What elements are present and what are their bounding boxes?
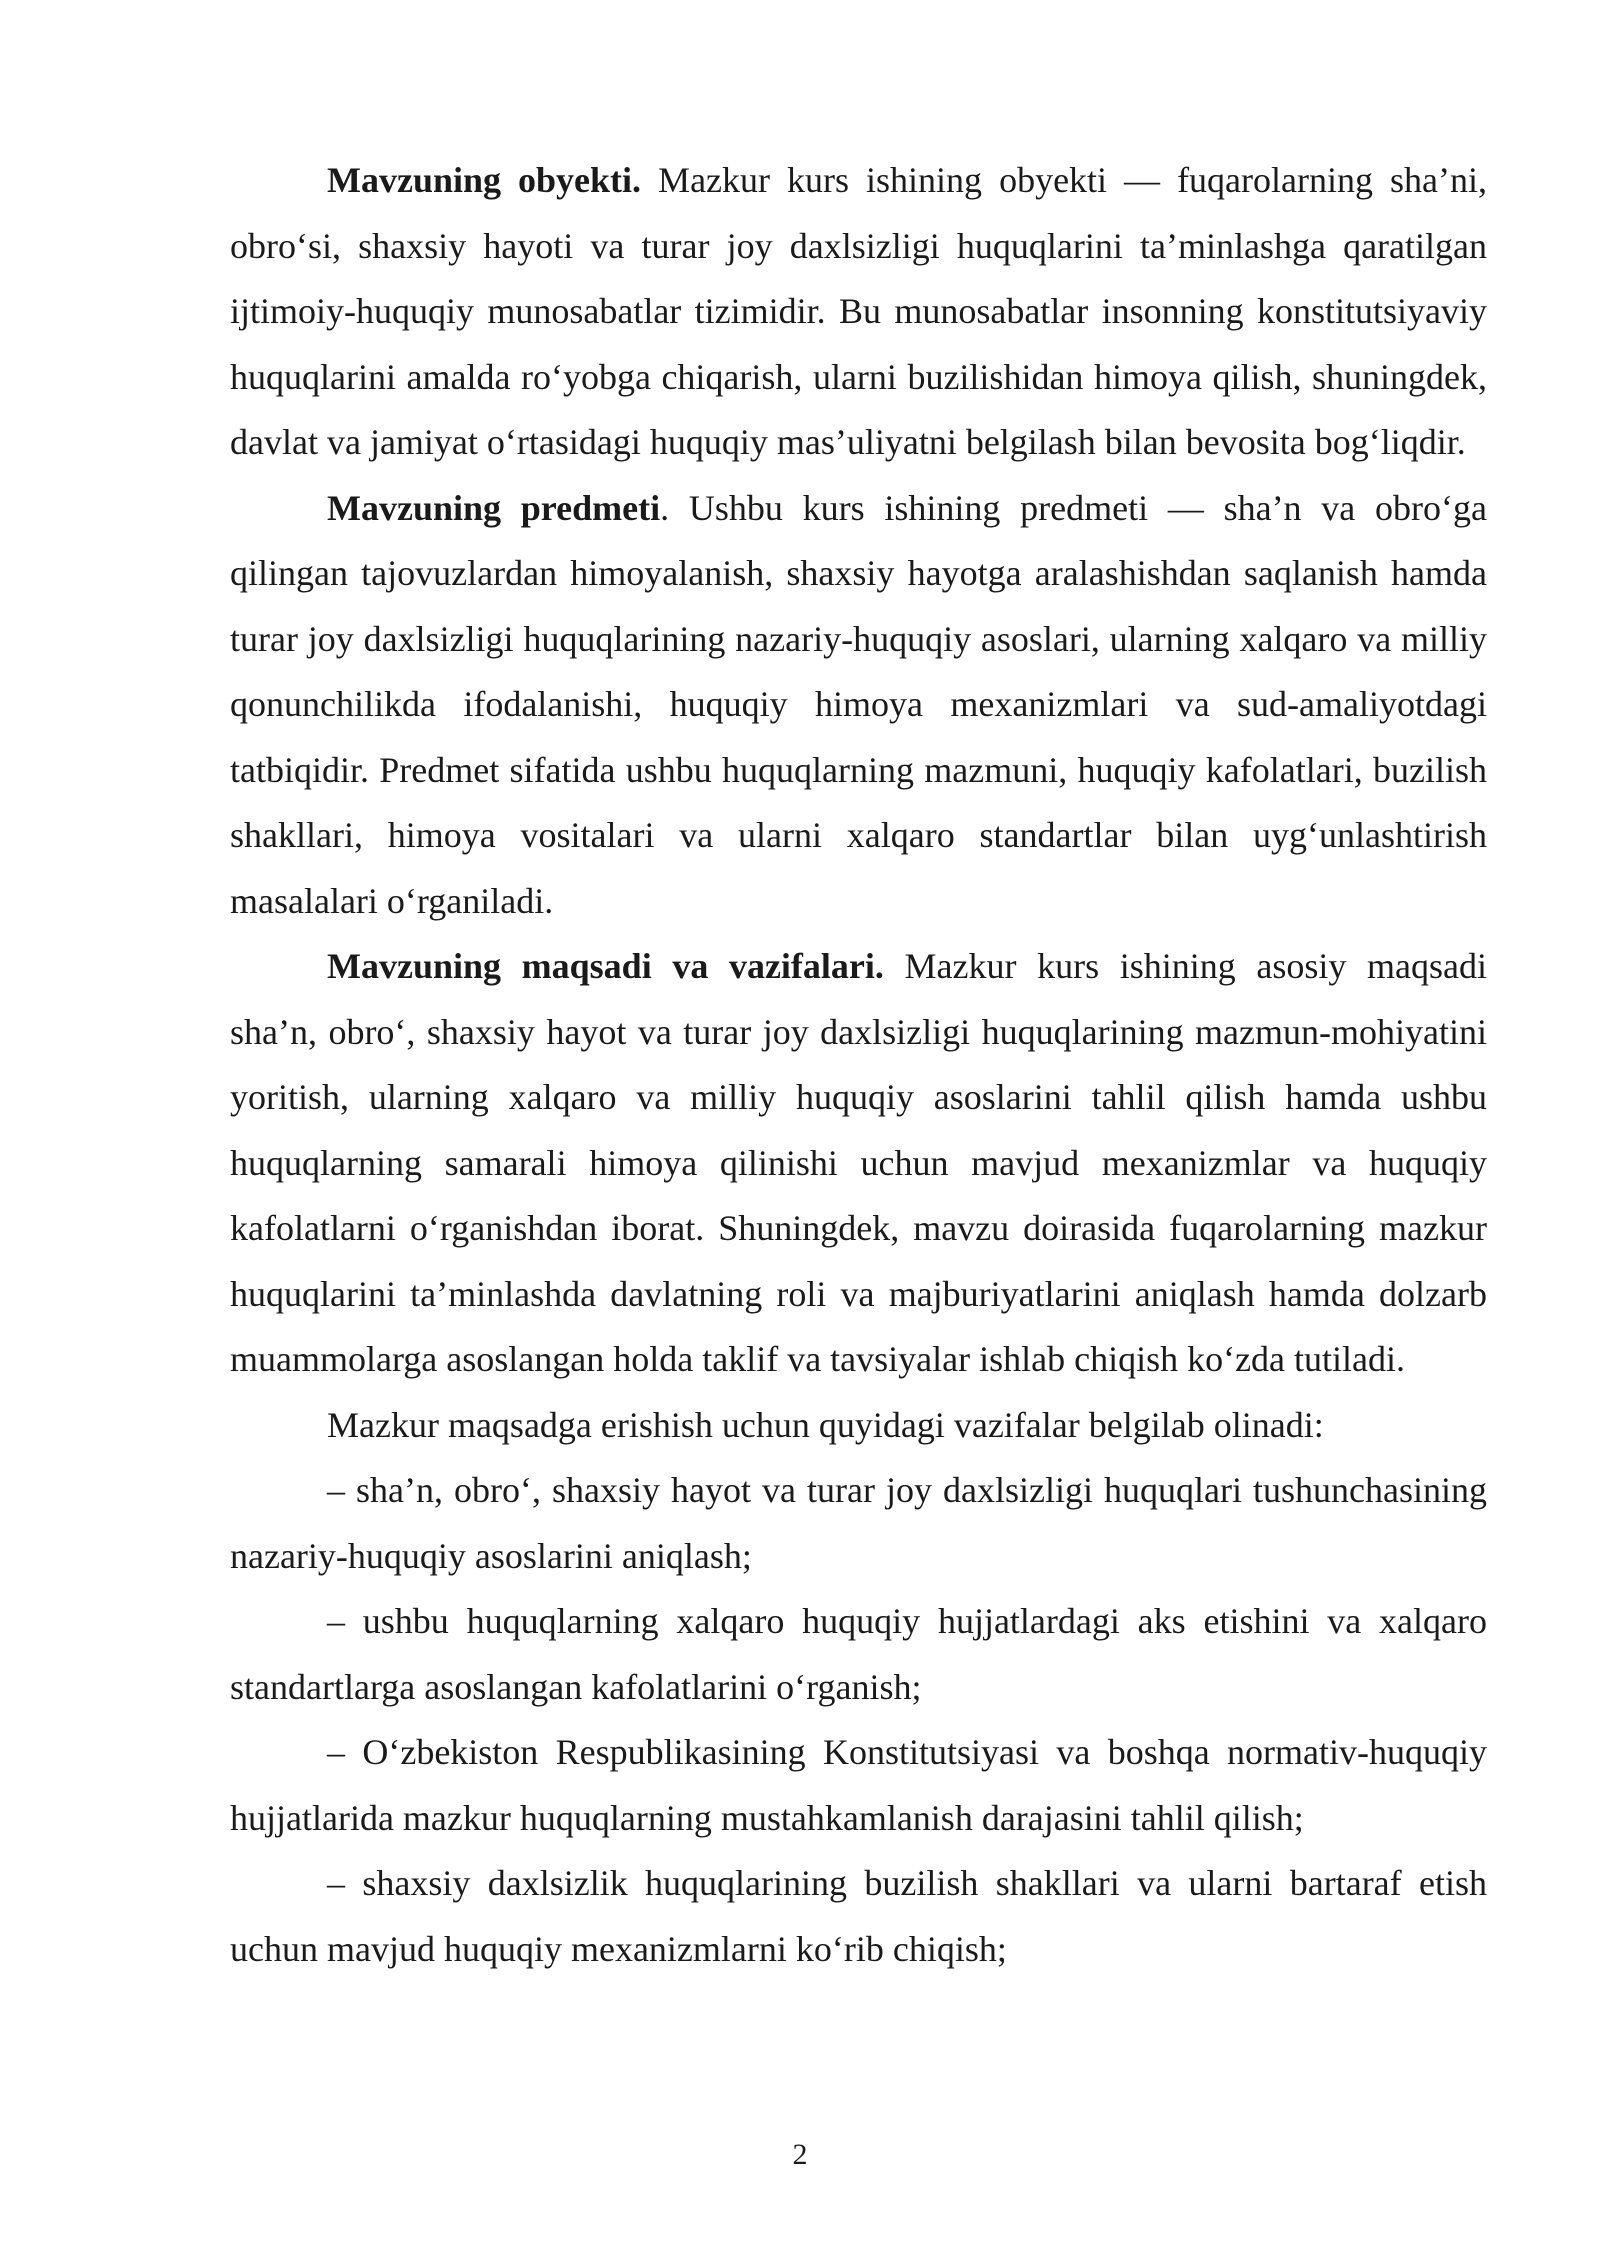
heading-subject: Mavzuning predmeti [327,487,661,528]
task-item: – sha’n, obro‘, shaxsiy hayot va turar joy daxlsizligi huquqlari tushunchasining nazariy-huquqiy asoslarini aniqlash; [230,1470,1487,1576]
task-item: – O‘zbekiston Respublikasining Konstitutsiyasi va boshqa normativ-huquqiy hujjatlarida mazkur huquqlarning mustahkamlanish darajasini tahlil qilish; [230,1732,1487,1838]
paragraph-object-text: Mazkur kurs ishining obyekti — fuqarolarning sha’ni, obro‘si, shaxsiy hayoti va turar joy daxlsizligi huquqlarini ta’minlashga qaratilgan ijtimoiy-huquqiy munosabatlar tizimidir. Bu munosabatlar insonning konstitutsiyaviy huquqlarini amalda ro‘yobga chiqarish, ularni buzilishidan himoya qilish, shuningdek, davlat va jamiyat o‘rtasidagi huquqiy mas’uliyatni belgilash bilan bevosita bog‘liqdir. [230,160,1487,462]
heading-goals: Mavzuning maqsadi va vazifalari. [327,946,884,986]
paragraph-object [230,148,1487,476]
paragraph-subject [230,476,1487,935]
document-body [230,148,1487,1982]
paragraph-goals-text: Mazkur kurs ishining asosiy maqsadi sha’n, obro‘, shaxsiy hayot va turar joy daxlsizligi huquqlarining mazmun-mohiyatini yoritish, ularning xalqaro va milliy huquqiy asoslarini tahlil qilish hamda ushbu huquqlarning samarali himoya qilinishi uchun mavjud mexanizmlar va huquqiy kafolatlarni o‘rganishdan iborat. Shuningdek, mavzu doirasida fuqarolarning mazkur huquqlarini ta’minlashda davlatning roli va majburiyatlarini aniqlash hamda dolzarb muammolarga asoslangan holda taklif va tavsiyalar ishlab chiqish ko‘zda tutiladi. [230,946,1487,1379]
tasks-intro: Mazkur maqsadga erishish uchun quyidagi vazifalar belgilab olinadi: [327,1404,1324,1445]
task-item: – ushbu huquqlarning xalqaro huquqiy hujjatlardagi aks etishini va xalqaro standartlarga asoslangan kafolatlarini o‘rganish; [230,1601,1487,1707]
task-item: – shaxsiy daxlsizlik huquqlarining buzilish shakllari va ularni bartaraf etish uchun mavjud huquqiy mexanizmlarni ko‘rib chiqish; [230,1863,1487,1969]
heading-object: Mavzuning obyekti. [327,160,642,200]
paragraph-subject-text: . Ushbu kurs ishining predmeti — sha’n va obro‘ga qilingan tajovuzlardan himoyalanish, shaxsiy hayotga aralashishdan saqlanish hamda turar joy daxlsizligi huquqlarining nazariy-huquqiy asoslari, ularning xalqaro va milliy qonunchilikda ifodalanishi, huquqiy himoya mexanizmlari va sud-amaliyotdagi tatbiqidir. Predmet sifatida ushbu huquqlarning mazmuni, huquqiy kafolatlari, buzilish shakllari, himoya vositalari va ularni xalqaro standartlar bilan uyg‘unlashtirish masalalari o‘rganiladi. [230,487,1487,921]
page-number: 2 [792,2138,808,2171]
paragraph-goals [230,934,1487,1393]
